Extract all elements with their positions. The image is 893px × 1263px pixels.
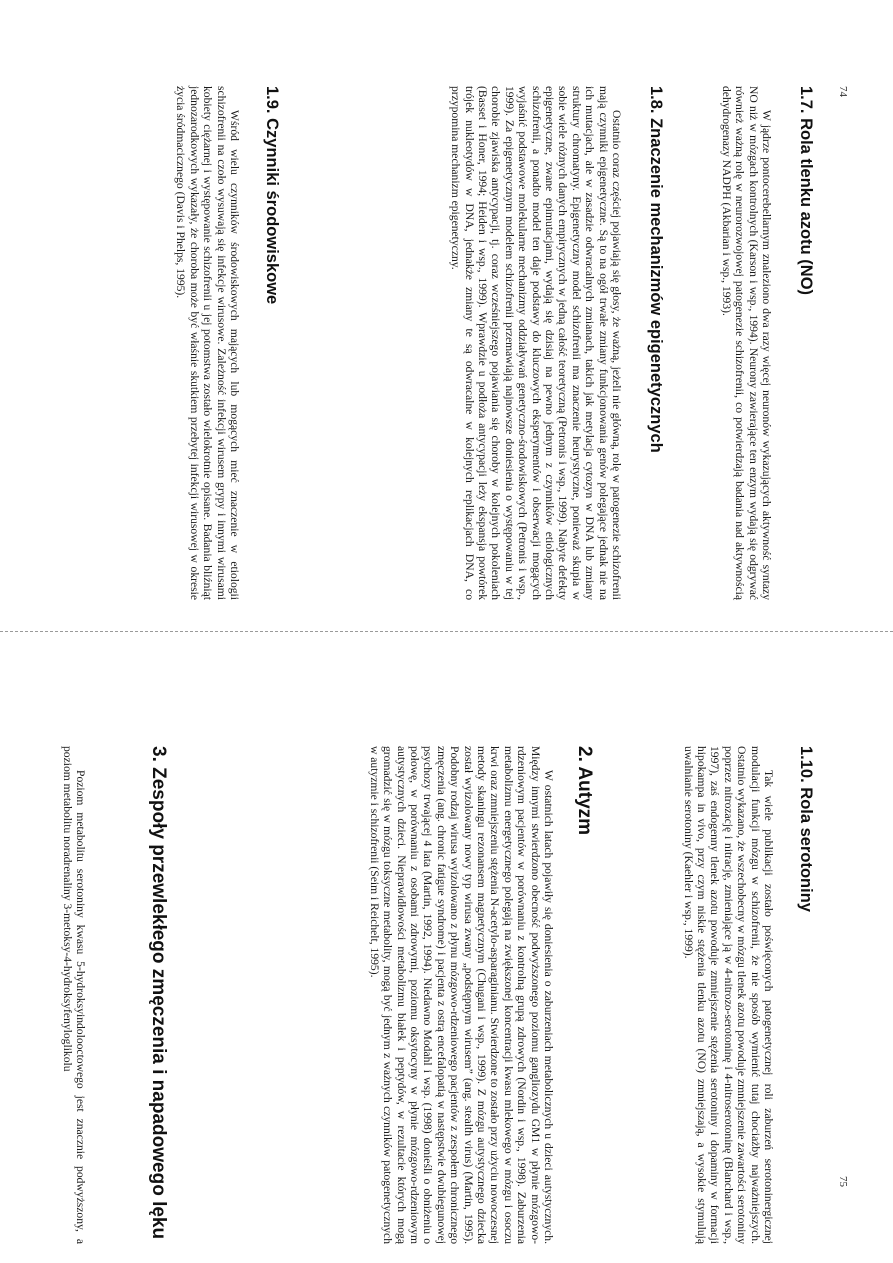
section-3	[147, 746, 169, 1244]
section-1-8-body	[449, 86, 623, 600]
section-heading-1-7: 1.7. Rola tlenku azotu (NO)	[797, 86, 815, 296]
left-page	[0, 0, 893, 630]
section-1-8	[646, 86, 665, 600]
right-page	[0, 636, 893, 1263]
section-1-10-body	[681, 746, 775, 1244]
section-2	[573, 746, 595, 1244]
section-1-10	[796, 746, 815, 1244]
section-1-9-body	[174, 86, 241, 600]
page-fold-divider	[0, 631, 893, 632]
paragraph-1-10: Tak wiele publikacji zostało poświęconych patogenetycznej roli zaburzeń serotoninergicznej modulacji funkcji mózgu w schizofrenii, że nie sposób wymienić tutaj chociażby najważniejszych. Ostatnio wykazano, że wszechobecny w mózgu tlenek azotu powoduje zmniejszenie zawartości serotoniny poprzez nitrozację i nitrację, zmieniające ją w 4-nitrozo-serotoninę i 4-nitroserotoninę (Blanchard i wsp., 1997), zaś endogenny tlenek azotu powoduje zmniejszenie stężenia serotoniny i dopaminy w formacji hipokampa in vivo, przy czym niskie stężenia tlenku azotu (NO) zmniejszają, a wysokie stymulują uwalnianie serotoniny (Kaehler i wsp., 1999).	[681, 746, 775, 1244]
section-heading-1-10: 1.10. Rola serotoniny	[797, 746, 815, 912]
section-1-7	[796, 86, 815, 600]
section-2-body	[367, 746, 555, 1244]
section-heading-3: 3. Zespoły przewlekłego zmęczenia i napadowego lęku	[148, 746, 169, 1240]
section-3-body	[60, 746, 87, 1244]
section-heading-2: 2. Autyzm	[574, 746, 595, 836]
paragraph-1-9: Wśród wielu czynników środowiskowych mających lub mogących mieć znaczenie w etiologii schizofrenii na czoło wysuwają się infekcje wirusowe. Zależność infekcji wirusem grypy i innymi wirusami kobiety ciężarnej i występowanie schizofrenii u jej potomstwa zostało wielokrotnie opisane. Badania bliźniąt jednozarodkowych wykazały, że choroba może być właśnie skutkiem przebytej infekcji wirusowej w okresie życia śródmacicznego (Davis i Phelps, 1995).	[174, 86, 241, 600]
section-heading-1-8: 1.8. Znaczenie mechanizmów epigenetycznych	[647, 86, 665, 453]
page-number-left: 74	[837, 86, 849, 97]
paragraph-3: Poziom metabolitu serotoniny kwasu 5-hydroksyindolooctowego jest znacznie podwyższony, a poziom metabolitu noradrenaliny 3-metoksy-4-hydroksyfenyloglikolu	[60, 746, 87, 1244]
paragraph-2: W ostatnich latach pojawiły się doniesienia o zaburzeniach metabolicznych u dzieci autystycznych. Między innymi stwierdzono obecność podwyższonego poziomu gangliozydu GM1 w płynie mózgowo-rdzeniowym pacjentów w porównaniu z kontrolną grupą zdrowych (Nordin i wsp., 1998). Zaburzenia metabolizmu energetycznego polegają na zwiększonej koncentracji kwasu mlekowego w mózgu i osoczu krwi oraz zmniejszeniu stężenia N-acetylo-asparaginianu. Stwierdzone to zostało przy użyciu nowoczesnej metody skaningu rezonansem magnetycznym (Chugani i wsp., 1999). Z mózgu autystycznego dziecka został wyizolowany nowy typ wirusa zwany „podstępnym wirusem” (ang. stealth virus) (Martin, 1995). Podobny rodzaj wirusa wyizolowano z płynu mózgowo-rdzeniowego pacjentów z zespołem chronicznego zmęczenia (ang. chronic fatigue syndrome) i pacjenta z ostrą encefalopatią w następstwie dwubiegunowej psychozy trwającej 4 lata (Martin, 1992, 1994). Niedawno Modahl i wsp. (1998) donieśli o obniżeniu o połowę, w porównaniu z osobami zdrowymi, poziomu oksytocyny w płynie mózgowo-rdzeniowym autystycznych dzieci. Nieprawidłowości metabolizmu białek i peptydów, w rezultacie których mogą gromadzić się w mózgu toksyczne metabolity, mogą być jednym z ważnych czynników patogenetycznych w autyzmie i schizofrenii (Seim i Reichelt, 1995).	[367, 746, 555, 1244]
section-heading-1-9: 1.9. Czynniki środowiskowe	[263, 86, 281, 305]
page-number-right: 75	[837, 1176, 849, 1187]
paragraph-1-8: Ostatnio coraz częściej pojawiają się głosy, że ważną, jeżeli nie główną, rolę w patogenezie schizofrenii mają czynniki epigenetyczne. Są to na ogół trwałe zmiany funkcjonowania genów polegające jednak nie na ich mutacjach, ale w zasadzie odwracalnych zmianach, takich jak metylacja cytozyn w DNA lub zmiany struktury chromatyny. Epigenetyczny model schizofrenii ma znaczenie heurystyczne, ponieważ skupia w sobie wiele różnych danych empirycznych w jedną całość teoretyczną (Petronis i wsp., 1999). Nabyte defekty epigenetyczne, zwane epimutacjami, wydają się dzisiaj na pewno jednym z czynników etiologicznych schizofrenii, a ponadto model ten daje podstawy do kluczowych eksperymentów i obserwacji mogących wyjaśnić podstawowe molekularne mechanizmy oddziaływań genetyczno-środowiskowych (Petronis i wsp., 1999). Za epigenetycznym modelem schizofrenii przemawiają najnowsze doniesienia o występowaniu w tej chorobie zjawiska antycypacji, tj. coraz wcześniejszego pojawiania się choroby w kolejnych pokoleniach (Basset i Honer, 1994; Heiden i wsp., 1999). Wprawdzie u podłoża antycypacji leży ekspansja powtórek trójek nukleotydów w DNA, jednakże zmiany te są odwracalne w kolejnych replikacjach DNA, co przypomina mechanizm epigenetyczny.	[449, 86, 623, 600]
section-1-9	[262, 86, 281, 600]
paragraph-1-7: W jądrze pontocerebellarnym znaleziono dwa razy więcej neuronów wykazujących aktywność syntazy NO niż w mózgach kontrolnych (Karson i wsp., 1994). Neurony zawierające ten enzym wydają się odgrywać również ważną rolę w neurorozwojowej patogenezie schizofrenii, co potwierdzają badania nad aktywnością dehydrogenazy NADPH (Akbarian i wsp., 1993).	[719, 86, 773, 600]
section-1-7-body	[719, 86, 773, 600]
